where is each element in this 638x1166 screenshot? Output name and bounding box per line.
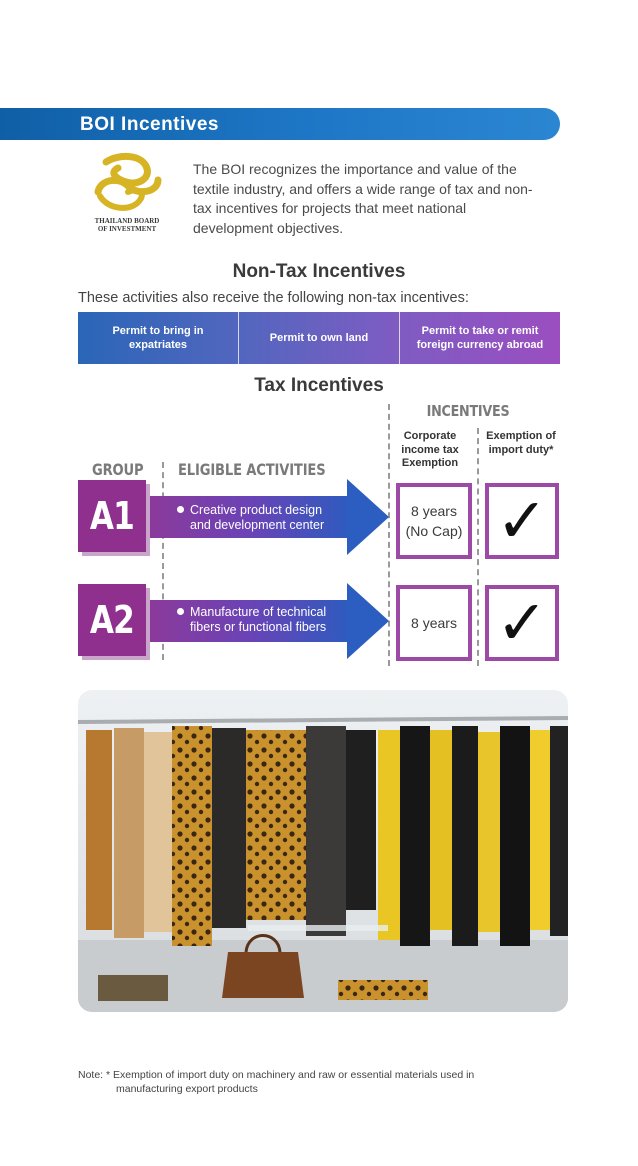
- non-tax-item: Permit to take or remit foreign currency abroad: [399, 312, 560, 364]
- footnote-line: Note: * Exemption of import duty on machinery and raw or essential materials used in: [78, 1069, 475, 1081]
- group-badge: [78, 480, 146, 552]
- group-label: GROUP: [92, 460, 144, 479]
- checkmark-icon: ✓: [496, 586, 548, 659]
- column-header-import: Exemption of import duty*: [486, 430, 556, 456]
- incentives-label: INCENTIVES: [426, 402, 510, 420]
- page-title: BOI Incentives: [80, 114, 219, 135]
- arrow-head: [347, 583, 389, 659]
- cit-value: 8 years: [396, 585, 472, 661]
- group-code: A2: [89, 598, 135, 642]
- non-tax-item: Permit to own land: [238, 312, 399, 364]
- intro-paragraph: The BOI recognizes the importance and value of the textile industry, and offers a wide range of tax and non- tax incentives for projects that meet national development objectives.: [193, 161, 533, 236]
- eligible-activities-label: ELIGIBLE ACTIVITIES: [178, 460, 326, 479]
- check-icon: [485, 585, 559, 661]
- activity-text: Creative product design and development center: [190, 503, 325, 532]
- divider: [477, 428, 479, 666]
- check-icon: [485, 483, 559, 559]
- clothing-rack-photo: [78, 690, 568, 1012]
- non-tax-title: Non-Tax Incentives: [232, 261, 406, 282]
- arrow-head: [347, 479, 389, 555]
- non-tax-item: Permit to bring in expatriates: [112, 325, 204, 351]
- bullet: [177, 506, 184, 513]
- checkmark-icon: ✓: [496, 484, 548, 557]
- footnote: [78, 1068, 548, 1096]
- non-tax-subtitle: These activities also receive the following non-tax incentives:: [78, 290, 469, 306]
- non-tax-band: [78, 312, 560, 364]
- bullet: [177, 608, 184, 615]
- tax-title: Tax Incentives: [254, 375, 384, 396]
- logo-text: THAILAND BOARD OF INVESTMENT: [94, 217, 160, 233]
- group-code: A1: [89, 494, 135, 538]
- group-badge: [78, 584, 146, 656]
- column-header-cit: Corporate income tax Exemption: [401, 430, 459, 469]
- cit-value: 8 years (No Cap): [396, 483, 472, 559]
- footnote-line: manufacturing export products: [116, 1083, 258, 1095]
- activity-text: Manufacture of technical fibers or functional fibers: [190, 605, 327, 634]
